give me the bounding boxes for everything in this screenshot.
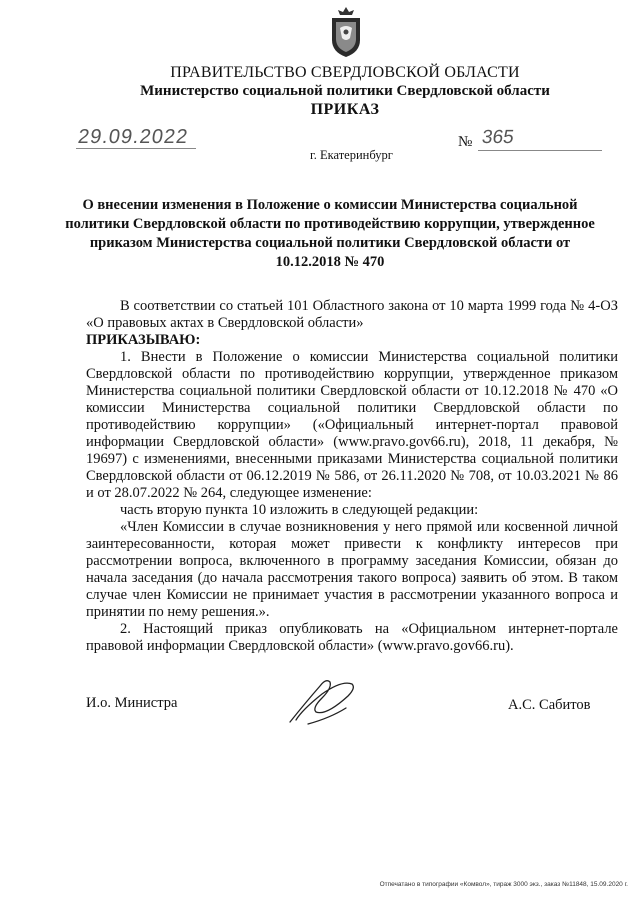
quoted-text-paragraph: «Член Комиссии в случае возникновения у него прямой или косвенной личной заинтересованности, которая может привести к конфликту интересов при рассмотрении вопроса, включенного в программу заседания Комиссии, обязан до начала заседания (до начала рассмотрения такого вопроса) заявить об этом. В таком случае член Комиссии не принимает участия в рассмотрении указанного вопроса и принятии по нему решения.». <box>86 519 618 620</box>
coat-of-arms-emblem <box>326 6 366 58</box>
number-label: № <box>458 134 473 150</box>
handwritten-number: 365 <box>480 127 516 148</box>
document-title: О внесении изменения в Положение о комиссии Министерства социальной политики Свердловской области по противодействию коррупции, утвержденное приказом Министерства социальной политики Свердловской области от 10.12.2018 № 470 <box>65 197 595 270</box>
orders-heading: ПРИКАЗЫВАЮ: <box>86 332 201 348</box>
preamble-paragraph: В соответствии со статьей 101 Областного закона от 10 марта 1999 года № 4-ОЗ «О правовых актах в Свердловской области» <box>86 298 618 331</box>
handwritten-date: 29.09.2022 <box>76 126 190 148</box>
number-underline <box>478 150 602 151</box>
item-1-paragraph: 1. Внести в Положение о комиссии Министерства социальной политики Свердловской области по противодействию коррупции, утвержденное приказом Министерства социальной политики Свердловской области от 10.12.2018 № 470 «О комиссии Министерства социальной политики Свердловской области по противодействию коррупции» («Официальный интернет-портал правовой информации Свердловской области» (www.pravo.gov66.ru), 2018, 11 декабря, № 19697) с изменениями, внесенными приказами Министерства социальной политики Свердловской области от 06.12.2019 № 586, от 26.11.2020 № 708, от 10.03.2021 № 86 и от 28.07.2022 № 264, следующее изменение: <box>86 349 618 501</box>
date-underline <box>76 148 196 149</box>
ministry-heading: Министерство социальной политики Свердловской области <box>140 83 550 99</box>
doc-type-heading: ПРИКАЗ <box>310 101 380 118</box>
signatory-name: А.С. Сабитов <box>508 697 591 713</box>
signatory-position: И.о. Министра <box>86 695 178 711</box>
handwritten-signature-icon <box>286 672 360 730</box>
printing-footer: Отпечатано в типографии «Комвол», тираж 3000 экз., заказ №11848, 15.09.2020 г. <box>379 881 628 888</box>
item-1-sub-paragraph: часть вторую пункта 10 изложить в следующей редакции: <box>120 502 479 518</box>
city: г. Екатеринбург <box>310 148 393 162</box>
item-2-paragraph: 2. Настоящий приказ опубликовать на «Официальном интернет-портале правовой информации Свердловской области» (www.pravo.gov66.ru). <box>86 621 618 654</box>
document-body <box>86 298 618 655</box>
government-heading: ПРАВИТЕЛЬСТВО СВЕРДЛОВСКОЙ ОБЛАСТИ <box>170 64 520 81</box>
